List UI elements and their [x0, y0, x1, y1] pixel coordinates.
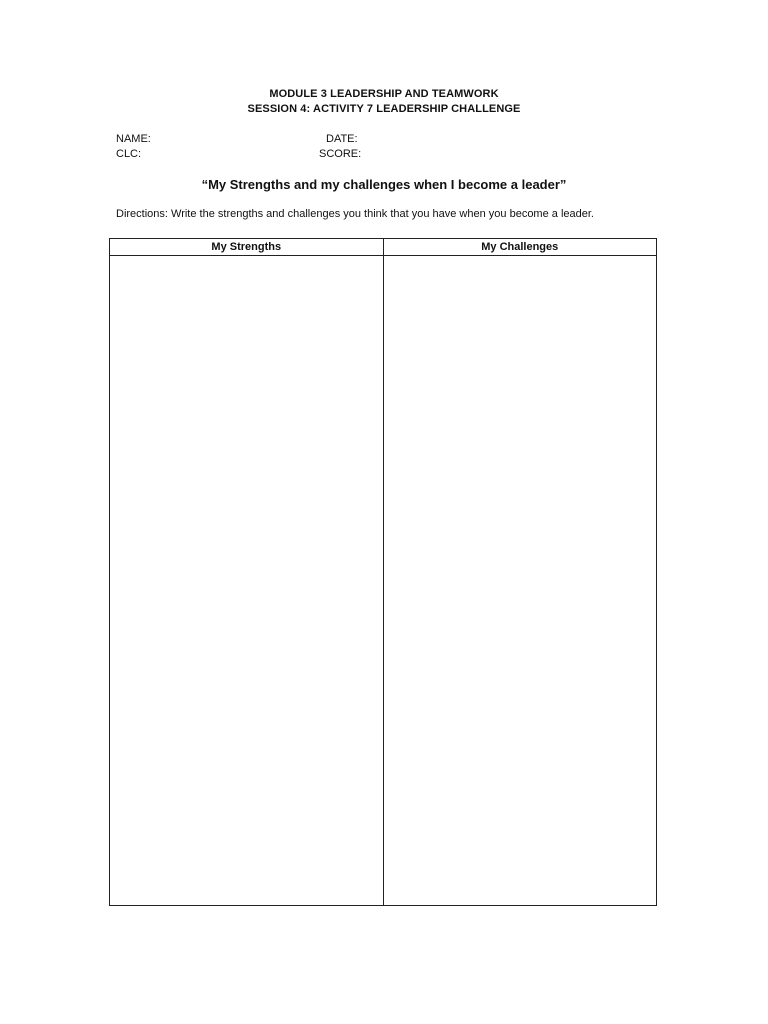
date-label: DATE: — [326, 133, 358, 145]
strengths-column — [110, 239, 383, 905]
challenges-column-header: My Challenges — [384, 239, 657, 256]
score-label: SCORE: — [319, 148, 362, 160]
activity-quote-title: “My Strengths and my challenges when I become a leader” — [201, 177, 567, 192]
session-title: SESSION 4: ACTIVITY 7 LEADERSHIP CHALLENGE — [247, 103, 521, 115]
module-title: MODULE 3 LEADERSHIP AND TEAMWORK — [269, 88, 499, 100]
strengths-challenges-table — [109, 238, 657, 906]
strengths-column-header: My Strengths — [110, 239, 383, 256]
challenges-column — [383, 239, 657, 905]
challenges-writing-area — [384, 256, 657, 905]
directions-text: Directions: Write the strengths and challenges you think that you have when you become a leader. — [116, 208, 594, 220]
name-label: NAME: — [116, 133, 151, 145]
strengths-writing-area — [110, 256, 383, 905]
clc-label: CLC: — [116, 148, 142, 160]
